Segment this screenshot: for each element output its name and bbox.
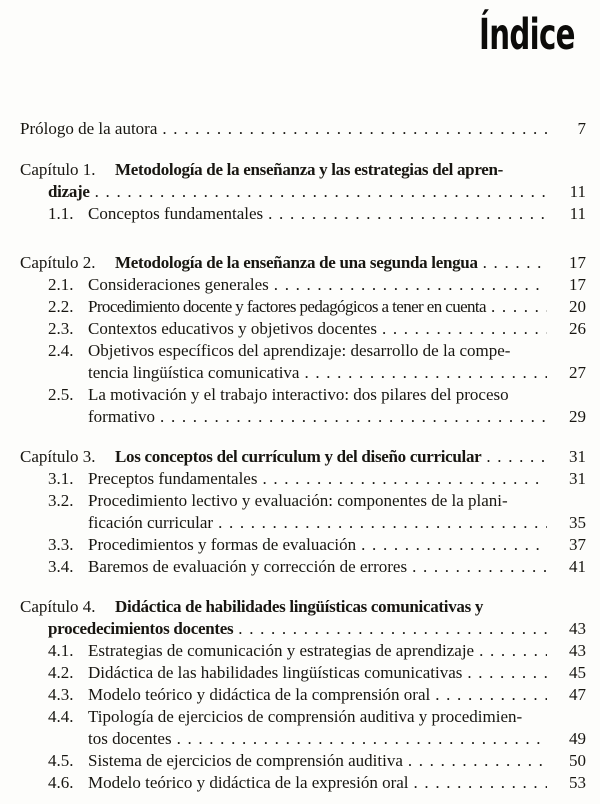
- section-number: 4.4.: [48, 707, 74, 726]
- chapter-title: Los conceptos del currículum y del diseño curricular: [115, 447, 482, 466]
- section-title: Baremos de evaluación y corrección de errores: [88, 557, 408, 576]
- section-number: 2.3.: [48, 319, 74, 338]
- entry-label: Prólogo de la autora: [20, 119, 158, 138]
- section-entry: [48, 662, 586, 684]
- section-number: 2.4.: [48, 341, 74, 360]
- chapter-prefix: Capítulo 3.: [20, 447, 96, 466]
- section-entry: [48, 318, 586, 340]
- page-number: 49: [569, 729, 586, 748]
- dot-leader: [274, 274, 547, 296]
- chapter-title: Didáctica de habilidades lingüísticas comunicativas y: [115, 597, 484, 616]
- page-number: 31: [569, 469, 586, 488]
- section-number: 3.4.: [48, 557, 74, 576]
- dot-leader: [483, 252, 547, 274]
- section-entry: [48, 296, 586, 318]
- page-number: 35: [569, 513, 586, 532]
- chapter-heading: [20, 252, 586, 274]
- section-title: Procedimiento docente y factores pedagógicos a tener en cuenta: [88, 297, 487, 316]
- section-number: 3.1.: [48, 469, 74, 488]
- page-number: 37: [569, 535, 586, 554]
- chapter-title-continued: procedecimientos docentes: [48, 619, 234, 638]
- chapter-title: Metodología de la enseñanza y las estrategias del apren-: [115, 160, 504, 179]
- section-title-continuation: [88, 728, 586, 750]
- dot-leader: [408, 750, 547, 772]
- chapter-group-1: [20, 159, 586, 225]
- dot-leader: [435, 684, 547, 706]
- section-title: Estrategias de comunicación y estrategias de aprendizaje: [88, 641, 475, 660]
- dot-leader: [491, 296, 547, 318]
- chapter-title-continued: dizaje: [48, 182, 90, 201]
- section-title: Sistema de ejercicios de comprensión auditiva: [88, 751, 403, 770]
- dot-leader: [218, 512, 547, 534]
- page-number: 20: [569, 297, 586, 316]
- section-title-continued: ficación curricular: [88, 513, 214, 532]
- section-entry: [48, 468, 586, 490]
- chapter-group-3: [20, 446, 586, 578]
- section-number: 2.5.: [48, 385, 74, 404]
- dot-leader: [361, 534, 547, 556]
- page-number: 31: [569, 447, 586, 466]
- dot-leader: [95, 181, 547, 203]
- section-entry: [48, 340, 586, 362]
- chapter-group-4: [20, 596, 586, 794]
- section-title: Contextos educativos y objetivos docentes: [88, 319, 377, 338]
- section-title: Modelo teórico y didáctica de la expresión oral: [88, 773, 409, 792]
- section-number: 4.6.: [48, 773, 74, 792]
- section-title-continuation: [88, 362, 586, 384]
- section-entry: [48, 706, 586, 728]
- chapter-heading: [20, 159, 586, 181]
- section-title-continued: tos docentes: [88, 729, 172, 748]
- page-number: 53: [569, 773, 586, 792]
- section-number: 4.5.: [48, 751, 74, 770]
- section-number: 4.2.: [48, 663, 74, 682]
- page-number: 27: [569, 363, 586, 382]
- section-number: 2.2.: [48, 297, 74, 316]
- section-entry: [48, 640, 586, 662]
- page-title: Índice: [479, 10, 575, 60]
- dot-leader: [262, 468, 547, 490]
- dot-leader: [304, 362, 547, 384]
- section-entry: [48, 556, 586, 578]
- dot-leader: [414, 772, 547, 794]
- section-entry: [48, 772, 586, 794]
- section-title-continuation: [88, 406, 586, 428]
- dot-leader: [177, 728, 547, 750]
- section-title: Procedimientos y formas de evaluación: [88, 535, 357, 554]
- section-title: Conceptos fundamentales: [88, 204, 264, 223]
- section-title: Procedimiento lectivo y evaluación: componentes de la plani-: [88, 491, 508, 510]
- section-number: 2.1.: [48, 275, 74, 294]
- section-title-continued: formativo: [88, 407, 156, 426]
- dot-leader: [268, 203, 547, 225]
- chapter-heading: [20, 596, 586, 618]
- chapter-prefix: Capítulo 2.: [20, 253, 96, 272]
- page-number: 47: [569, 685, 586, 704]
- section-entry: [48, 274, 586, 296]
- page-number: 50: [569, 751, 586, 770]
- section-title: Didáctica de las habilidades lingüísticas comunicativas: [88, 663, 463, 682]
- section-number: 3.3.: [48, 535, 74, 554]
- section-title: La motivación y el trabajo interactivo: dos pilares del proceso: [88, 385, 509, 404]
- dot-leader: [238, 618, 547, 640]
- page-number: 29: [569, 407, 586, 426]
- page-number: 17: [569, 253, 586, 272]
- dot-leader: [486, 446, 547, 468]
- section-entry: [48, 490, 586, 512]
- section-title-continued: tencia lingüística comunicativa: [88, 363, 300, 382]
- dot-leader: [479, 640, 547, 662]
- page-number: 43: [569, 641, 586, 660]
- section-number: 3.2.: [48, 491, 74, 510]
- chapter-title-continuation: [48, 618, 586, 640]
- section-number: 4.1.: [48, 641, 74, 660]
- chapter-title: Metodología de la enseñanza de una segunda lengua: [115, 253, 478, 272]
- page-number: 41: [569, 557, 586, 576]
- dot-leader: [162, 118, 547, 140]
- section-title: Preceptos fundamentales: [88, 469, 258, 488]
- section-entry: [48, 384, 586, 406]
- chapter-title-continuation: [48, 181, 586, 203]
- page-number: 11: [569, 204, 586, 223]
- section-entry: [48, 684, 586, 706]
- chapter-prefix: Capítulo 1.: [20, 160, 96, 179]
- dot-leader: [412, 556, 547, 578]
- section-entry: [48, 750, 586, 772]
- section-title: Modelo teórico y didáctica de la comprensión oral: [88, 685, 431, 704]
- chapter-heading: [20, 446, 586, 468]
- section-number: 4.3.: [48, 685, 74, 704]
- page-number: 26: [569, 319, 586, 338]
- dot-leader: [382, 318, 547, 340]
- section-number: 1.1.: [48, 204, 74, 223]
- section-title-continuation: [88, 512, 586, 534]
- page-number: 17: [569, 275, 586, 294]
- chapter-group-2: [20, 252, 586, 428]
- page-number: 11: [569, 182, 586, 201]
- page-number: 43: [569, 619, 586, 638]
- section-entry: [48, 534, 586, 556]
- page-number: 45: [569, 663, 586, 682]
- toc-entry-prologue: [20, 118, 586, 140]
- dot-leader: [160, 406, 547, 428]
- section-title: Consideraciones generales: [88, 275, 269, 294]
- chapter-prefix: Capítulo 4.: [20, 597, 96, 616]
- section-title: Objetivos específicos del aprendizaje: desarrollo de la compe-: [88, 341, 511, 360]
- page-number: 7: [577, 119, 586, 138]
- section-entry: [48, 203, 586, 225]
- dot-leader: [467, 662, 547, 684]
- table-of-contents: [20, 118, 586, 794]
- section-title: Tipología de ejercicios de comprensión auditiva y procedimien-: [88, 707, 523, 726]
